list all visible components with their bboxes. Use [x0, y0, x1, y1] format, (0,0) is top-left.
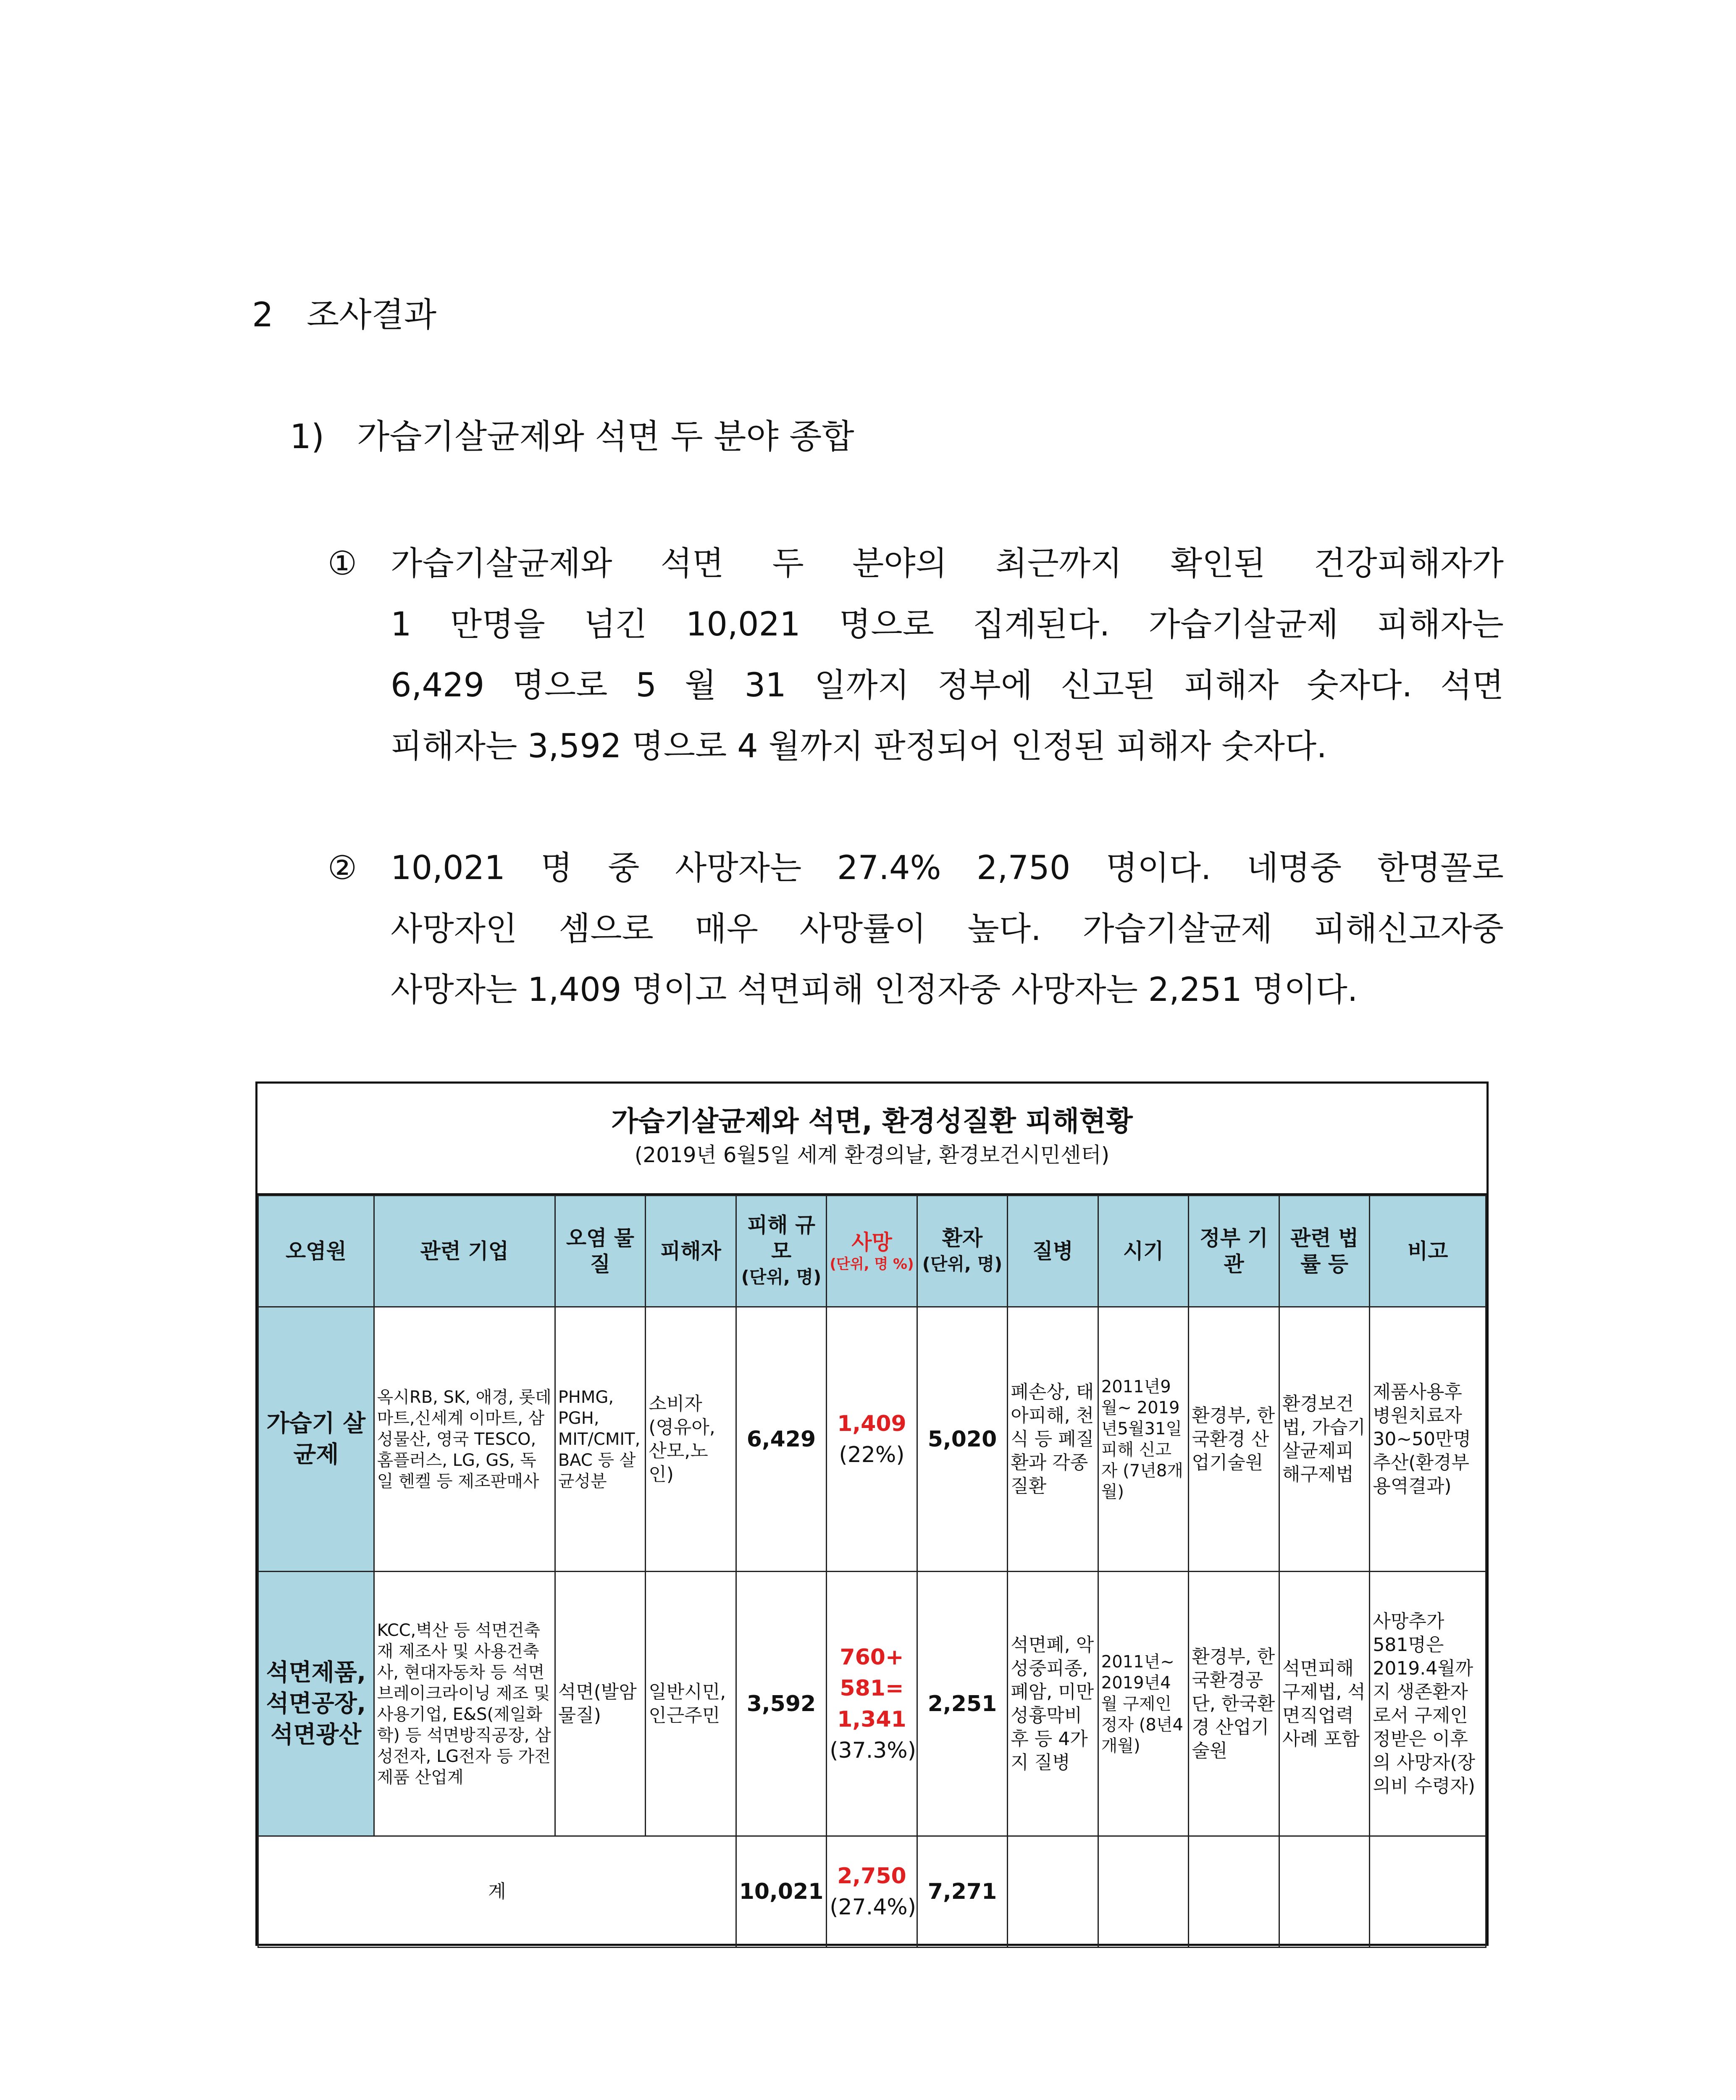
table-subtitle: (2019년 6월5일 세계 환경의날, 환경보건시민센터): [634, 1143, 1110, 1167]
subsection-title: 가습기살균제와 석면 두 분야 종합: [357, 417, 854, 456]
cell-period: 2011년~ 2019년4월 구제인정자 (8년4개월): [1098, 1572, 1189, 1836]
table-total-row: [258, 1836, 1486, 1948]
cell-deaths: [827, 1572, 917, 1836]
header-deaths: [827, 1196, 917, 1307]
paragraph-line: 피해자는 3,592 명으로 4 월까지 판정되어 인정된 피해자 숫자다.: [391, 727, 1327, 765]
section-number: 2: [252, 295, 273, 334]
cell-empty: [1279, 1836, 1370, 1948]
cell-deaths: [827, 1307, 917, 1572]
paragraph-line: 1 만명을 넘긴 10,021 명으로 집계된다. 가습기살균제 피해자는: [391, 606, 1504, 643]
cell-agency: 환경부, 한국환경공단, 한국환경 산업기술원: [1189, 1572, 1279, 1836]
header-scale-unit: (단위, 명): [741, 1267, 822, 1287]
table-title-block: [257, 1084, 1486, 1195]
header-patients: [917, 1196, 1008, 1307]
subsection-heading: [290, 416, 854, 458]
deaths-count: 760+ 581= 1,341: [837, 1644, 906, 1732]
header-substance: 오염 물질: [555, 1196, 646, 1307]
cell-patients: 2,251: [917, 1572, 1008, 1836]
header-scale-label: 피해 규모: [747, 1213, 816, 1263]
cell-note: 제품사용후 병원치료자 30~50만명 추산(환경부 용역결과): [1370, 1307, 1486, 1572]
cell-empty: [1008, 1836, 1098, 1948]
paragraph-2: [328, 838, 1504, 1021]
damage-table: [257, 1195, 1486, 1948]
header-victims: 피해자: [646, 1196, 736, 1307]
table-title: 가습기살균제와 석면, 환경성질환 피해현황: [611, 1105, 1133, 1137]
paragraph-line: 가습기살균제와 석면 두 분야의 최근까지 확인된 건강피해자가: [391, 545, 1504, 583]
header-scale: [736, 1196, 827, 1307]
table-row: [258, 1572, 1486, 1836]
cell-substance: PHMG, PGH, MIT/CMIT, BAC 등 살균성분: [555, 1307, 646, 1572]
table-header-row: [258, 1196, 1486, 1307]
header-deaths-label: 사망: [851, 1230, 892, 1255]
header-disease: 질병: [1008, 1196, 1098, 1307]
paragraph-line: 10,021 명 중 사망자는 27.4% 2,750 명이다. 네명중 한명꼴로: [391, 849, 1504, 887]
cell-scale: 6,429: [736, 1307, 827, 1572]
cell-disease: 폐손상, 태아피해, 천식 등 폐질환과 각종 질환: [1008, 1307, 1098, 1572]
header-pollutant: 오염원: [258, 1196, 374, 1307]
cell-companies: 옥시RB, SK, 애경, 롯데마트,신세계 이마트, 삼성물산, 영국 TESCO, 홈플러스, LG, GS, 독일 헨켈 등 제조판매사: [374, 1307, 555, 1572]
paragraph-marker: ②: [328, 849, 357, 887]
cell-empty: [1189, 1836, 1279, 1948]
cell-pollutant: 석면제품, 석면공장, 석면광산: [258, 1572, 374, 1836]
section-title: 조사결과: [307, 295, 437, 334]
deaths-rate: (22%): [839, 1442, 905, 1467]
cell-empty: [1098, 1836, 1189, 1948]
cell-total-deaths: [827, 1836, 917, 1948]
section-heading: [252, 294, 436, 336]
header-period: 시기: [1098, 1196, 1189, 1307]
cell-total-label: 계: [258, 1836, 736, 1948]
cell-agency: 환경부, 한국환경 산업기술원: [1189, 1307, 1279, 1572]
total-deaths-rate: (27.4%): [830, 1895, 916, 1920]
cell-pollutant: 가습기 살균제: [258, 1307, 374, 1572]
damage-status-table: [255, 1082, 1489, 1946]
cell-victims: 일반시민, 인근주민: [646, 1572, 736, 1836]
paragraph-line: 6,429 명으로 5 월 31 일까지 정부에 신고된 피해자 숫자다. 석면: [391, 667, 1504, 704]
header-patients-unit: (단위, 명): [922, 1254, 1003, 1274]
paragraph-marker: ①: [328, 545, 357, 583]
cell-victims: 소비자 (영유아, 산모,노인): [646, 1307, 736, 1572]
deaths-count: 1,409: [837, 1411, 906, 1436]
header-patients-label: 환자: [942, 1226, 983, 1250]
cell-disease: 석면폐, 악성중피종,폐암, 미만성흉막비후 등 4가지 질병: [1008, 1572, 1098, 1836]
cell-companies: KCC,벽산 등 석면건축재 제조사 및 사용건축사, 현대자동차 등 석면 브레이크라이닝 제조 및 사용기업, E&S(제일화학) 등 석면방직공장, 삼성전자, LG전자 등 가전제품 산업계: [374, 1572, 555, 1836]
table-row: [258, 1307, 1486, 1572]
cell-period: 2011년9월~ 2019년5월31일 피해 신고자 (7년8개월): [1098, 1307, 1189, 1572]
paragraph-1: [328, 533, 1504, 777]
header-law: 관련 법률 등: [1279, 1196, 1370, 1307]
subsection-number: 1): [290, 417, 325, 456]
total-deaths-count: 2,750: [837, 1864, 906, 1889]
header-deaths-unit: (단위, 명 %): [830, 1256, 914, 1273]
cell-substance: 석면(발암물질): [555, 1572, 646, 1836]
cell-empty: [1370, 1836, 1486, 1948]
cell-patients: 5,020: [917, 1307, 1008, 1572]
cell-scale: 3,592: [736, 1572, 827, 1836]
cell-total-patients: 7,271: [917, 1836, 1008, 1948]
paragraph-line: 사망자인 셈으로 매우 사망률이 높다. 가습기살균제 피해신고자중: [391, 910, 1504, 948]
cell-total-scale: 10,021: [736, 1836, 827, 1948]
header-agency: 정부 기관: [1189, 1196, 1279, 1307]
cell-law: 석면피해구제법, 석면직업력 사례 포함: [1279, 1572, 1370, 1836]
paragraph-line: 사망자는 1,409 명이고 석면피해 인정자중 사망자는 2,251 명이다.: [391, 971, 1358, 1009]
cell-law: 환경보건법, 가습기살균제피해구제법: [1279, 1307, 1370, 1572]
deaths-rate: (37.3%): [830, 1738, 916, 1763]
cell-note: 사망추가 581명은 2019.4월까지 생존환자로서 구제인정받은 이후의 사망자(장의비 수령자): [1370, 1572, 1486, 1836]
header-note: 비고: [1370, 1196, 1486, 1307]
header-companies: 관련 기업: [374, 1196, 555, 1307]
